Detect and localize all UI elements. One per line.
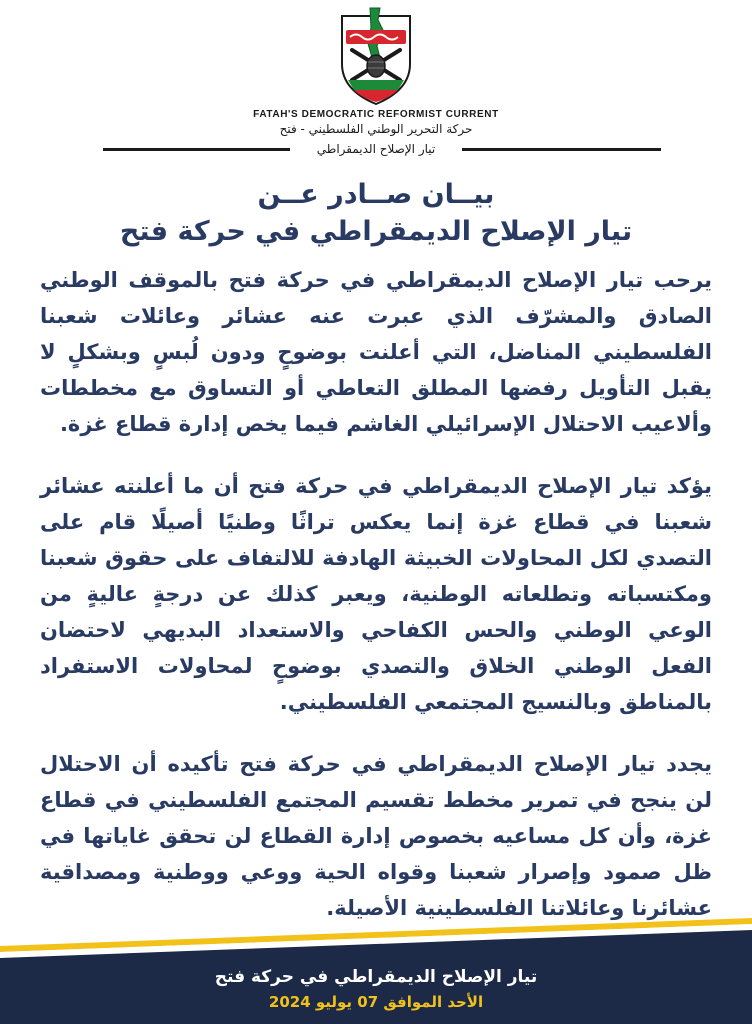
footer [0, 964, 752, 1014]
paragraph: يجدد تيار الإصلاح الديمقراطي في حركة فتح تأكيده أن الاحتلال لن ينجح في تمرير مخطط تقسيم المجتمع الفلسطيني في قطاع غزة، وأن كل مساعيه بخصوص إدارة القطاع لن تحقق غاياتها في ظل صمود وإصرار شعبنا وقواه الحية ووعي ووطنية ومصداقية عشائرنا وعائلاتنا الفلسطينية الأصيلة. [40, 752, 712, 920]
org-name-arabic: حركة التحرير الوطني الفلسطيني - فتح [279, 122, 473, 136]
fatah-emblem-icon [336, 6, 416, 106]
statement-title [0, 178, 752, 252]
statement-body [40, 262, 712, 952]
paragraph: يرحب تيار الإصلاح الديمقراطي في حركة فتح بالموقف الوطني الصادق والمشرّف الذي عبرت عنه عشائر وعائلات شعبنا الفلسطيني المناضل، التي أعلنت بوضوحٍ ودون لُبسٍ وبشكلٍ لا يقبل التأويل رفضها المطلق التعاطي أو التساوق مع مخططات وألاعيب الاحتلال الإسرائيلي الغاشم فيما يخص إدارة قطاع غزة. [40, 268, 712, 436]
org-subtitle-box [290, 138, 462, 160]
statement-title-line2: تيار الإصلاح الديمقراطي في حركة فتح [119, 216, 633, 247]
statement-title-line1: بيــان صــادر عــن [257, 179, 495, 210]
letterhead [0, 0, 752, 160]
org-name-english: FATAH'S DEMOCRATIC REFORMIST CURRENT [253, 109, 499, 120]
paragraph: يؤكد تيار الإصلاح الديمقراطي في حركة فتح أن ما أعلنته عشائر شعبنا في قطاع غزة إنما يعكس تراثًا وطنيًا أصيلًا قام على التصدي لكل المحاولات الخبيثة الهادفة للالتفاف على حقوق شعبنا ومكتسباته وتطلعاته الوطنية، ويعبر كذلك عن درجةٍ عاليةٍ من الوعي الوطني والحس الكفاحي والاستعداد البديهي لاحتضان الفعل الوطني الخلاق والتصدي بوضوحٍ لمحاولات الاستفراد بالمناطق وبالنسيج المجتمعي الفلسطيني. [40, 474, 712, 714]
footer-date: الأحد الموافق 07 يوليو 2024 [268, 993, 484, 1011]
org-subtitle: تيار الإصلاح الديمقراطي [316, 142, 436, 156]
footer-title: تيار الإصلاح الديمقراطي في حركة فتح [214, 967, 538, 987]
